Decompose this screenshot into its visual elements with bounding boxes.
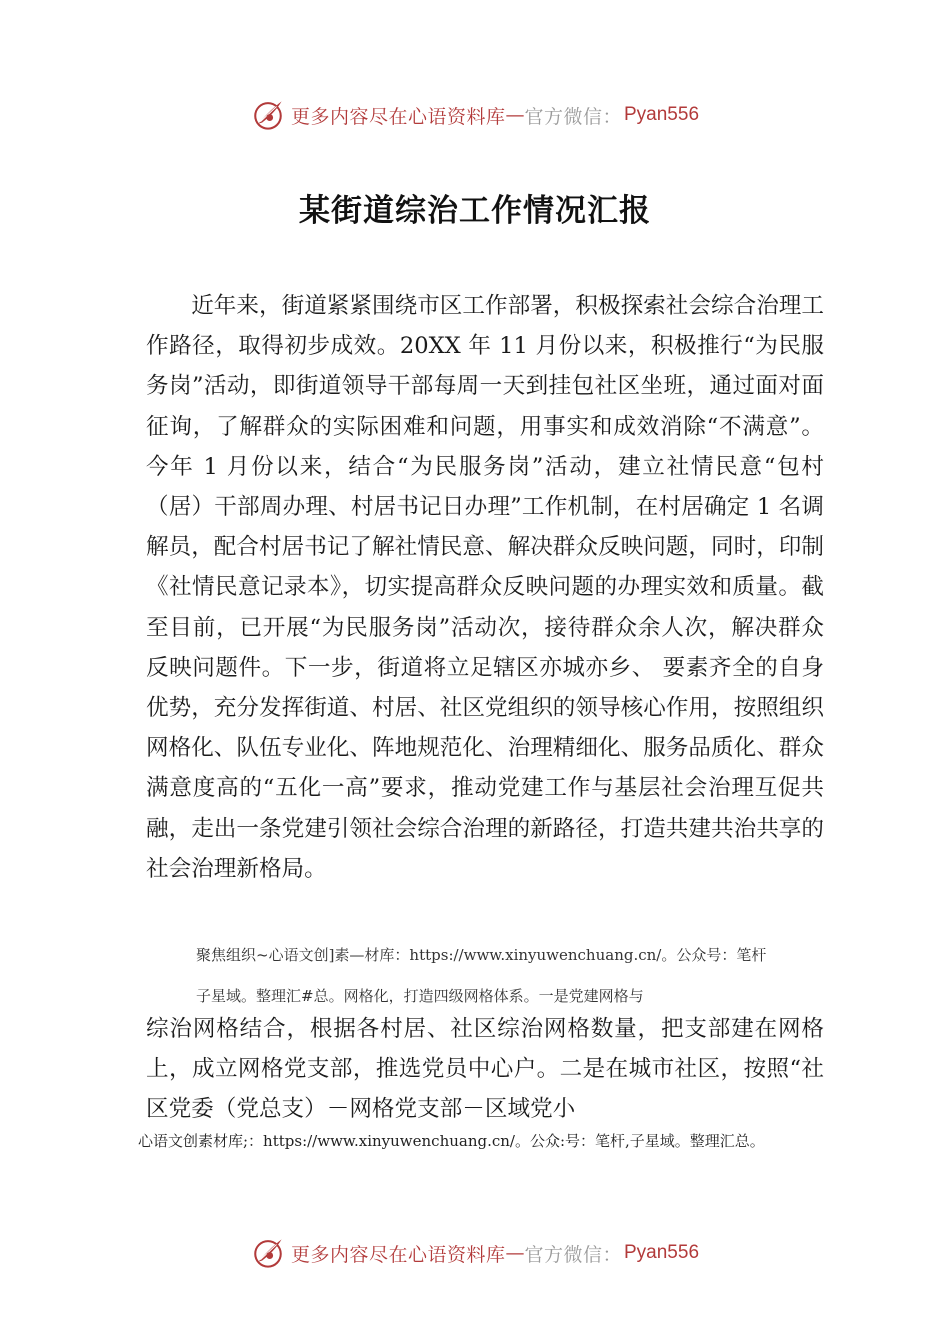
wechat-label: 官方微信： (524, 1243, 622, 1266)
footer-banner (0, 1233, 950, 1273)
header-banner (0, 95, 950, 135)
watermark-note-line-2: 子星域。整理汇#总。网格化，打造四级网格体系。一是党建网格与 (196, 987, 644, 1005)
quill-pen-logo-icon (251, 98, 285, 132)
wechat-label: 官方微信： (524, 105, 622, 128)
banner-separator: — (505, 104, 525, 126)
body-paragraph-2: 综治网格结合，根据各村居、社区综治网格数量，把支部建在网格上，成立网格党支部，推选党员中心户。二是在城市社区，按照“社区党委（党总支）－网格党支部－区域党小 (146, 1016, 824, 1123)
banner-separator: — (505, 1242, 525, 1264)
wechat-id: Pyan556 (624, 1242, 700, 1263)
brand-text: 更多内容尽在心语资料库 (290, 105, 506, 128)
quill-pen-logo-icon (251, 1236, 285, 1270)
body-paragraph-1: 近年来，街道紧紧围绕市区工作部署，积极探索社会综合治理工作路径，取得初步成效。20XX 年 11 月份以来，积极推行“为民服务岗”活动，即街道领导干部每周一天到挂包社区坐班，通过面对面征询，了解群众的实际困难和问题，用事实和成效消除“不满意”。今年 1 月份以来，结合“为民服务岗”活动，建立社情民意“包村（居）干部周办理、村居书记日办理”工作机制，在村居确定 1 名调解员，配合村居书记了解社情民意、解决群众反映问题，同时，印制《社情民意记录本》，切实提高群众反映问题的办理实效和质量。截至目前，已开展“为民服务岗”活动次，接待群众余人次，解决群众反映问题件。下一步，街道将立足辖区亦城亦乡、 要素齐全的自身优势，充分发挥街道、村居、社区党组织的领导核心作用，按照组织网格化、队伍专业化、阵地规范化、治理精细化、服务品质化、群众满意度高的“五化一高”要求，推动党建工作与基层社会治理互促共融，走出一条党建引领社会综合治理的新路径，打造共建共治共享的社会治理新格局。 (146, 293, 824, 882)
footnote: 心语文创素材库;：https://www.xinyuwenchuang.cn/。公众:号：笔杆,子星域。整理汇总。 (138, 1132, 765, 1150)
brand-text: 更多内容尽在心语资料库 (290, 1243, 506, 1266)
wechat-id: Pyan556 (624, 104, 700, 125)
watermark-note-line-1: 聚焦组织~心语文创]素—材库：https://www.xinyuwenchuang.cn/。公众号：笔杆 (196, 946, 767, 964)
document-title: 某街道综治工作情况汇报 (299, 193, 651, 229)
